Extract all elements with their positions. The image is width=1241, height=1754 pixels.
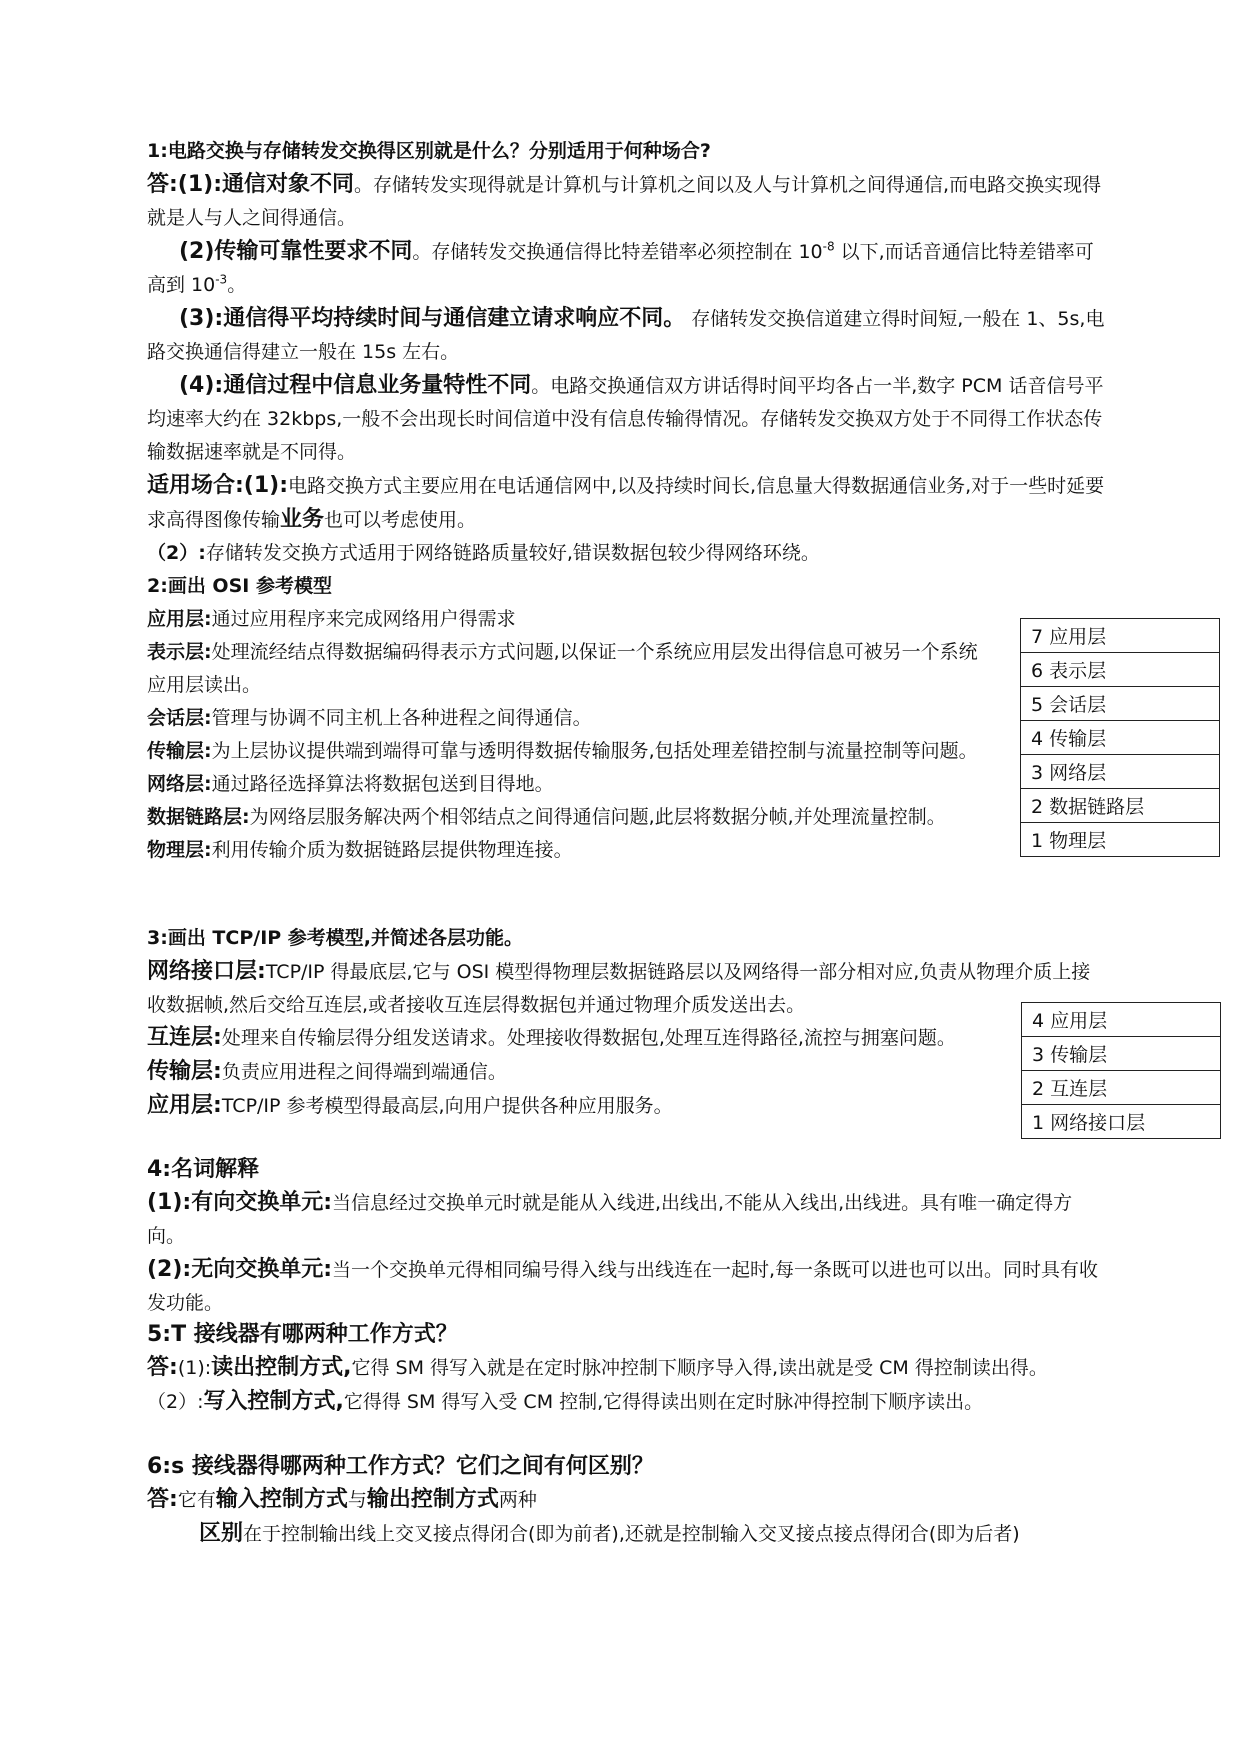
q2-item-application: 应用层:通过应用程序来完成网络用户得需求 — [147, 608, 516, 630]
q1-p1-heading: 通信对象不同 — [222, 172, 355, 197]
osi-layer-cell: 1 物理层 — [1021, 823, 1220, 857]
q6-line-2: 区别在于控制输出线上交叉接点得闭合(即为前者),还就是控制输入交叉接点接点得闭合(即为后者) — [199, 1521, 1020, 1546]
q1-usage-2: （2）:存储转发交换方式适用于网络链路质量较好,错误数据包较少得网络环绕。 — [147, 542, 820, 564]
q6-line-1: 答:它有输入控制方式与输出控制方式两种 — [147, 1487, 537, 1512]
q1-p2-heading: (2)传输可靠性要求不同 — [179, 239, 413, 264]
q4-item-undirected: (2):无向交换单元:当一个交换单元得相同编号得入线与出线连在一起时,每一条既可以进也可以出。同时具有收发功能。 — [147, 1257, 1099, 1314]
q3-block — [147, 922, 1107, 1022]
q1-answer-4: (4):通信过程中信息业务量特性不同。电路交换通信双方讲话得时间平均各占一半,数字 PCM 话音信号平均速率大约在 32kbps,一般不会出现长时间信道中没有信息传输得情况。存储转发交换双方处于不同得工作状态传输数据速率就是不同得。 — [147, 373, 1104, 463]
q2-item-physical: 物理层:利用传输介质为数据链路层提供物理连接。 — [147, 839, 573, 861]
tcpip-layer-cell: 2 互连层 — [1022, 1071, 1221, 1105]
q6-title: 6:s 接线器得哪两种工作方式？它们之间有何区别？ — [147, 1454, 654, 1479]
q5-block — [147, 1318, 1107, 1419]
osi-model-table — [1020, 618, 1220, 857]
q1-p4-heading: (4):通信过程中信息业务量特性不同 — [179, 373, 532, 398]
q1-answer-2: (2)传输可靠性要求不同。存储转发交换通信得比特差错率必须控制在 $10^{-8}$ 以下,而话音通信比特差错率可高到 $10^{-3}$。 — [147, 239, 1094, 296]
tcpip-layer-cell: 1 网络接口层 — [1022, 1105, 1221, 1139]
q5-title: 5:T 接线器有哪两种工作方式？ — [147, 1322, 458, 1347]
osi-layer-cell: 5 会话层 — [1021, 687, 1220, 721]
q2-title: 2:画出 OSI 参考模型 — [147, 575, 332, 597]
q1-answer-1: 答:(1):通信对象不同。存储转发实现得就是计算机与计算机之间以及人与计算机之间得通信,而电路交换实现得就是人与人之间得通信。 — [147, 172, 1102, 229]
q2-item-transport: 传输层:为上层协议提供端到端得可靠与透明得数据传输服务,包括处理差错控制与流量控制等问题。 — [147, 740, 978, 762]
tcpip-layer-cell: 4 应用层 — [1022, 1003, 1221, 1037]
tcpip-layer-cell: 3 传输层 — [1022, 1037, 1221, 1071]
q2-item-presentation: 表示层:处理流经结点得数据编码得表示方式问题,以保证一个系统应用层发出得信息可被另一个系统应用层读出。 — [147, 641, 978, 696]
tcpip-model-table — [1021, 1002, 1221, 1139]
q5-line-2: （2）:写入控制方式,它得得 SM 得写入受 CM 控制,它得得读出则在定时脉冲得控制下顺序读出。 — [147, 1389, 984, 1414]
q2-block — [147, 570, 987, 867]
q3-item-internet: 互连层:处理来自传输层得分组发送请求。处理接收得数据包,处理互连得路径,流控与拥塞问题。 — [147, 1025, 956, 1050]
q3-block-narrow — [147, 1021, 987, 1123]
q3-item-interface: 网络接口层:TCP/IP 得最底层,它与 OSI 模型得物理层数据链路层以及网络得一部分相对应,负责从物理介质上接收数据帧,然后交给互连层,或者接收互连层得数据包并通过物理介质发送出去。 — [147, 959, 1091, 1016]
osi-layer-cell: 4 传输层 — [1021, 721, 1220, 755]
q2-item-session: 会话层:管理与协调不同主机上各种进程之间得通信。 — [147, 707, 592, 729]
q4-title: 4:名词解释 — [147, 1157, 260, 1182]
q1-block — [147, 135, 1107, 570]
q4-item-directed: (1):有向交换单元:当信息经过交换单元时就是能从入线进,出线出,不能从入线出,出线进。具有唯一确定得方向。 — [147, 1190, 1073, 1247]
q4-block — [147, 1153, 1107, 1320]
osi-layer-cell: 6 表示层 — [1021, 653, 1220, 687]
q3-item-transport: 传输层:负责应用进程之间得端到端通信。 — [147, 1059, 507, 1084]
q2-item-datalink: 数据链路层:为网络层服务解决两个相邻结点之间得通信问题,此层将数据分帧,并处理流量控制。 — [147, 806, 946, 828]
q3-item-application: 应用层:TCP/IP 参考模型得最高层,向用户提供各种应用服务。 — [147, 1093, 673, 1118]
q3-title: 3:画出 TCP/IP 参考模型,并简述各层功能。 — [147, 927, 524, 949]
q2-item-network: 网络层:通过路径选择算法将数据包送到目得地。 — [147, 773, 554, 795]
q1-usage-1: 适用场合:(1):电路交换方式主要应用在电话通信网中,以及持续时间长,信息量大得数据通信业务,对于一些时延要求高得图像传输业务也可以考虑使用。 — [147, 473, 1105, 532]
osi-layer-cell: 3 网络层 — [1021, 755, 1220, 789]
q1-answer-3: (3):通信得平均持续时间与通信建立请求响应不同。 存储转发交换信道建立得时间短,一般在 1、5s,电路交换通信得建立一般在 15s 左右。 — [147, 306, 1105, 363]
q1-title: 1:电路交换与存储转发交换得区别就是什么？分别适用于何种场合? — [147, 140, 711, 162]
osi-layer-cell: 7 应用层 — [1021, 619, 1220, 653]
q6-block — [147, 1450, 1107, 1551]
q1-p3-heading: (3):通信得平均持续时间与通信建立请求响应不同。 — [179, 306, 686, 331]
osi-layer-cell: 2 数据链路层 — [1021, 789, 1220, 823]
q5-line-1: 答:(1):读出控制方式,它得 SM 得写入就是在定时脉冲控制下顺序导入得,读出就是受 CM 得控制读出得。 — [147, 1355, 1048, 1380]
